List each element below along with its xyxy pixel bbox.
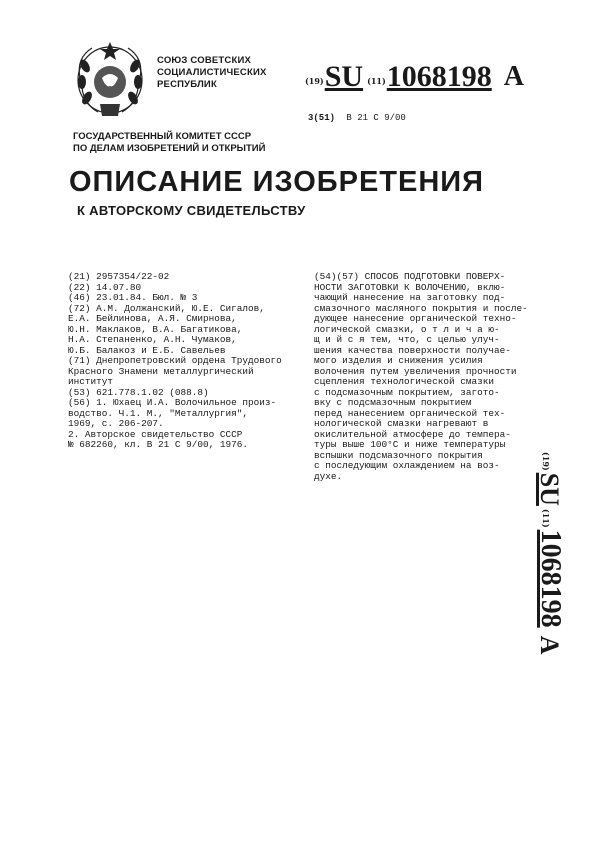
abstract-line: дующее нанесение органической техно- — [314, 313, 517, 324]
patent-id-line — [305, 58, 524, 92]
bibliographic-data — [68, 272, 290, 451]
abstract-line: (54)(57) СПОСОБ ПОДГОТОВКИ ПОВЕРХ- — [314, 271, 506, 282]
ipc-classification — [308, 113, 406, 123]
number-code-label: (11) — [367, 76, 386, 86]
abstract-line: волочения путем увеличения прочности — [314, 365, 517, 377]
abstract-line: смазочного масляного покрытия и после- — [314, 302, 528, 314]
abstract-claims — [314, 272, 526, 482]
country-code-label: (19) — [305, 76, 324, 86]
committee-line: ПО ДЕЛАМ ИЗОБРЕТЕНИЙ И ОТКРЫТИЙ — [73, 143, 266, 154]
vertical-patent-number: 1068198 — [535, 529, 566, 628]
abstract-line: НОСТИ ЗАГОТОВКИ К ВОЛОЧЕНИЮ, вклю- — [314, 281, 506, 293]
org-line: СОЦИАЛИСТИЧЕСКИХ — [157, 67, 267, 78]
committee-line: ГОСУДАРСТВЕННЫЙ КОМИТЕТ СССР — [73, 131, 252, 142]
abstract-line: перед нанесением органической тех- — [314, 407, 506, 419]
org-line: СОЮЗ СОВЕТСКИХ — [157, 55, 252, 66]
abstract-line: туры выше 100°С и ниже температуры — [314, 439, 506, 450]
patent-number: 1068198 — [386, 60, 492, 93]
bib-line: институт — [68, 376, 114, 387]
bib-line: (71) Днепропетровский ордена Трудового — [68, 355, 282, 366]
bib-line: (21) 2957354/22-02 — [68, 271, 170, 282]
bib-line: Ю.Н. Маклаков, В.А. Багатикова, — [68, 323, 243, 335]
ipc-value: B 21 C 9/00 — [346, 113, 406, 123]
kind-code: A — [503, 61, 524, 92]
abstract-line: с последующим охлаждением на воз- — [314, 460, 500, 471]
ipc-code-label: 3(51) — [308, 113, 336, 123]
bib-line: № 682260, кл. В 21 С 9/00, 1976. — [68, 439, 249, 450]
country-code: SU — [324, 60, 364, 93]
document-title: ОПИСАНИЕ ИЗОБРЕТЕНИЯ — [69, 166, 484, 198]
abstract-line: чающий нанесение на заготовку под- — [314, 292, 506, 303]
abstract-line: щ и й с я тем, что, с целью улуч- — [314, 334, 500, 345]
ussr-emblem-icon — [70, 38, 150, 120]
abstract-line: вспышки подсмазочного покрытия — [314, 449, 483, 461]
bib-line: Ю.Б. Балакоз и Е.Б. Савельев — [68, 344, 226, 356]
committee-name — [73, 131, 265, 155]
bib-line: 2. Авторское свидетельство СССР — [68, 428, 243, 440]
abstract-line: окислительной атмосфере до темпера- — [314, 428, 511, 440]
bib-line: Н.А. Степаненко, А.Н. Чумаков, — [68, 334, 237, 345]
bib-line: (53) 621.778.1.02 (088.8) — [68, 386, 209, 398]
bib-line: 1969, с. 206-207. — [68, 418, 164, 429]
vertical-country-code: SU — [535, 472, 564, 506]
bib-line: (72) А.М. Должанский, Ю.Е. Сигалов, — [68, 302, 265, 314]
abstract-line: с подсмазочным покрытием, загото- — [314, 386, 500, 398]
bib-line: Е.А. Бейлинова, А.Я. Смирнова, — [68, 313, 237, 324]
bib-line: Красного Знамени металлургический — [68, 365, 254, 377]
abstract-line: вку с подсмазочным покрытием — [314, 397, 472, 408]
org-name — [157, 55, 267, 91]
abstract-line: духе. — [314, 470, 343, 482]
vertical-number-code-label: (11) — [541, 508, 551, 528]
vertical-kind-code: A — [535, 635, 564, 655]
document-subtitle: К АВТОРСКОМУ СВИДЕТЕЛЬСТВУ — [77, 203, 306, 218]
abstract-line: нологической смазки нагревают в — [314, 418, 489, 429]
abstract-line: мого изделия и снижения усилия — [314, 355, 483, 366]
bib-line: (22) 14.07.80 — [68, 281, 142, 293]
abstract-line: логической смазки, о т л и ч а ю- — [314, 323, 500, 335]
bib-line: (46) 23.01.84. Бюл. № 3 — [68, 292, 198, 303]
vertical-patent-id — [534, 452, 570, 682]
abstract-line: шения качества поверхности получае- — [314, 344, 511, 356]
bib-line: водство. Ч.1. М., "Металлургия", — [68, 407, 249, 419]
org-line: РЕСПУБЛИК — [157, 79, 217, 90]
abstract-line: сцепления технологической смазки — [314, 376, 495, 387]
bib-line: (56) 1. Юхаец И.А. Волочильное произ- — [68, 397, 277, 408]
vertical-country-code-label: (19) — [541, 452, 551, 471]
